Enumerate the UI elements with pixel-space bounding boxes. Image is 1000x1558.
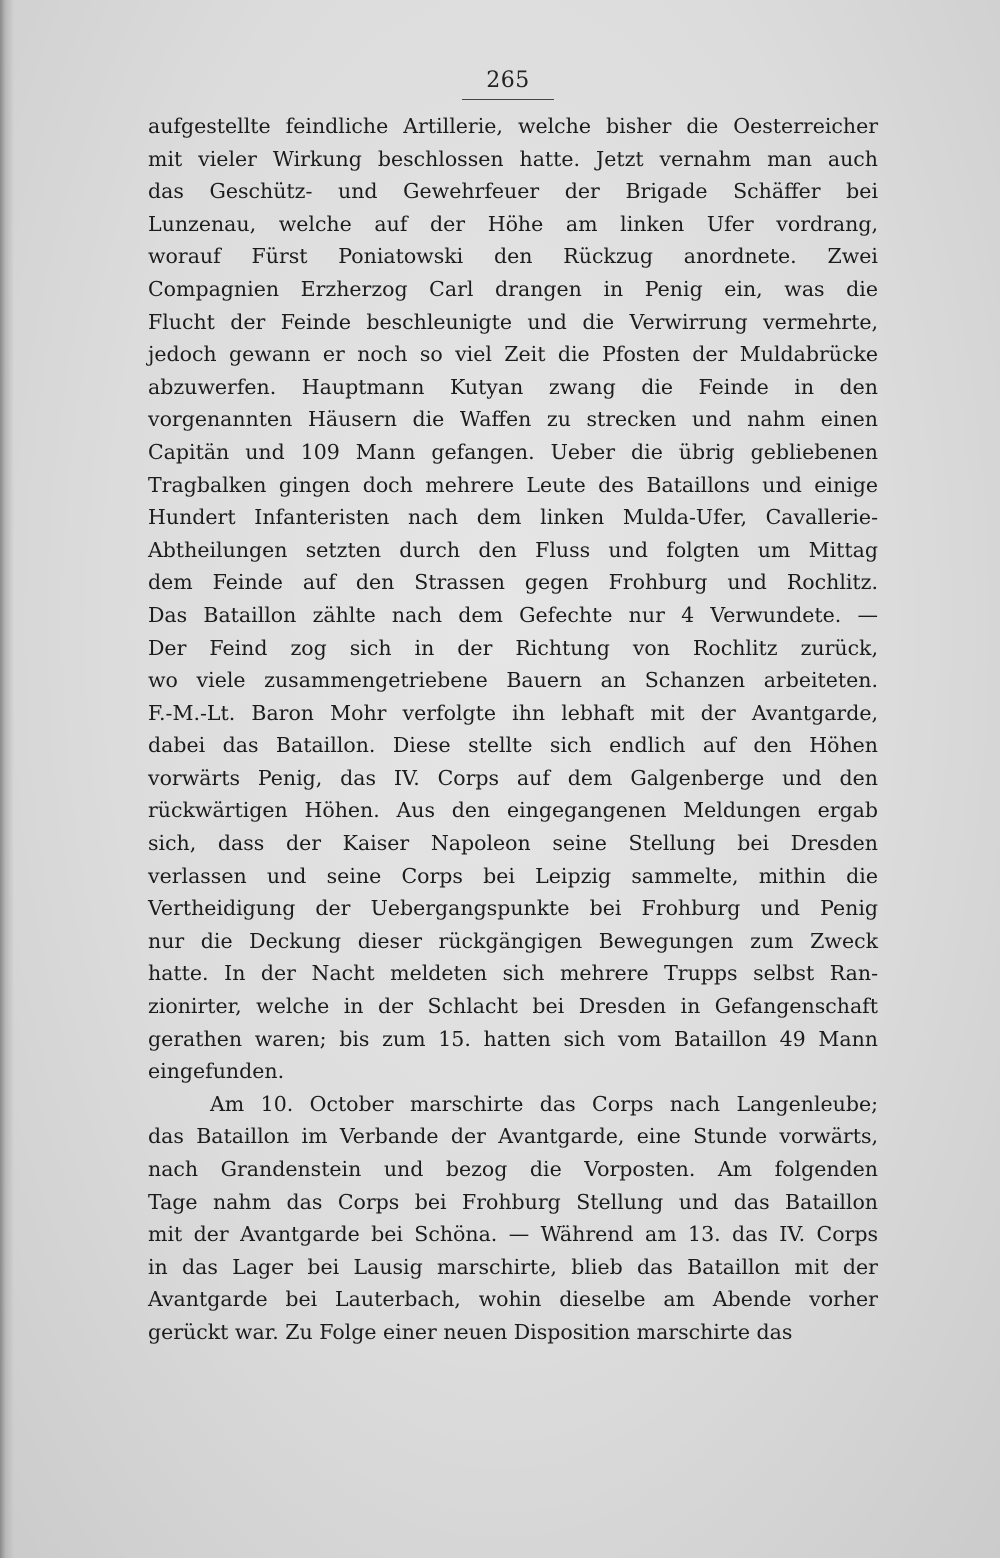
page-number: 265 bbox=[486, 68, 530, 93]
text-line: Tragbalken gingen doch mehrere Leute des Bataillons und einige bbox=[148, 472, 878, 497]
text-line: Compagnien Erzherzog Carl drangen in Penig ein, was die bbox=[148, 276, 878, 301]
text-line: Vertheidigung der Uebergangspunkte bei Frohburg und Penig bbox=[148, 896, 878, 921]
text-line: nach Grandenstein und bezog die Vorposten. Am folgenden bbox=[148, 1157, 878, 1181]
text-line: Tage nahm das Corps bei Frohburg Stellung und das Bataillon bbox=[148, 1189, 878, 1214]
text-line: aufgestellte feindliche Artillerie, welche bisher die Oesterreicher bbox=[148, 114, 878, 138]
text-line: in das Lager bei Lausig marschirte, blieb das Bataillon mit der bbox=[148, 1254, 878, 1279]
text-line: F.-M.-Lt. Baron Mohr verfolgte ihn lebhaft mit der Avantgarde, bbox=[148, 700, 878, 725]
paragraph bbox=[148, 110, 878, 1088]
text-line: verlassen und seine Corps bei Leipzig sammelte, mithin die bbox=[148, 863, 878, 888]
text-line: hatte. In der Nacht meldeten sich mehrere Trupps selbst Ran- bbox=[148, 961, 878, 986]
text-line: Der Feind zog sich in der Richtung von Rochlitz zurück, bbox=[148, 635, 878, 660]
text-line: das Geschütz- und Gewehrfeuer der Brigade Schäffer bei bbox=[148, 179, 878, 204]
text-line: Am 10. October marschirte das Corps nach Langenleube; bbox=[210, 1091, 878, 1116]
text-line: mit der Avantgarde bei Schöna. — Während am 13. das IV. Corps bbox=[148, 1222, 878, 1247]
binding-gutter-shadow bbox=[0, 0, 14, 1558]
text-line: sich, dass der Kaiser Napoleon seine Stellung bei Dresden bbox=[148, 831, 878, 856]
text-line: Avantgarde bei Lauterbach, wohin dieselbe am Abende vorher bbox=[148, 1287, 878, 1312]
text-line: worauf Fürst Poniatowski den Rückzug anordnete. Zwei bbox=[148, 244, 878, 269]
text-line: vorwärts Penig, das IV. Corps auf dem Galgenberge und den bbox=[148, 765, 878, 790]
text-line: Flucht der Feinde beschleunigte und die Verwirrung vermehrte, bbox=[148, 309, 878, 334]
text-line: Hundert Infanteristen nach dem linken Mulda-Ufer, Cavallerie- bbox=[148, 505, 878, 530]
text-line: gerückt war. Zu Folge einer neuen Disposition marschirte das bbox=[148, 1319, 793, 1344]
text-line: Das Bataillon zählte nach dem Gefechte nur 4 Verwundete. — bbox=[148, 602, 878, 627]
text-line: zionirter, welche in der Schlacht bei Dresden in Gefangenschaft bbox=[148, 994, 878, 1019]
paragraph bbox=[148, 1088, 878, 1349]
text-line: dem Feinde auf den Strassen gegen Frohburg und Rochlitz. bbox=[148, 570, 878, 595]
text-line: Abtheilungen setzten durch den Fluss und folgten um Mittag bbox=[148, 537, 878, 562]
text-line: mit vieler Wirkung beschlossen hatte. Jetzt vernahm man auch bbox=[148, 146, 878, 171]
text-line: eingefunden. bbox=[148, 1059, 285, 1084]
page-number-rule bbox=[462, 99, 554, 100]
text-line: jedoch gewann er noch so viel Zeit die Pfosten der Muldabrücke bbox=[148, 342, 878, 367]
text-line: Capitän und 109 Mann gefangen. Ueber die übrig gebliebenen bbox=[148, 439, 878, 464]
body-text bbox=[148, 110, 878, 1349]
text-line: vorgenannten Häusern die Waffen zu strecken und nahm einen bbox=[148, 407, 878, 432]
text-line: nur die Deckung dieser rückgängigen Bewegungen zum Zweck bbox=[148, 928, 878, 953]
text-line: dabei das Bataillon. Diese stellte sich endlich auf den Höhen bbox=[148, 733, 878, 758]
text-line: Lunzenau, welche auf der Höhe am linken Ufer vordrang, bbox=[148, 211, 878, 236]
text-line: gerathen waren; bis zum 15. hatten sich vom Bataillon 49 Mann bbox=[148, 1026, 878, 1051]
text-line: rückwärtigen Höhen. Aus den eingegangenen Meldungen ergab bbox=[148, 798, 878, 823]
text-line: wo viele zusammengetriebene Bauern an Schanzen arbeiteten. bbox=[148, 668, 878, 693]
text-line: abzuwerfen. Hauptmann Kutyan zwang die Feinde in den bbox=[148, 374, 878, 399]
text-line: das Bataillon im Verbande der Avantgarde, eine Stunde vorwärts, bbox=[148, 1124, 878, 1149]
